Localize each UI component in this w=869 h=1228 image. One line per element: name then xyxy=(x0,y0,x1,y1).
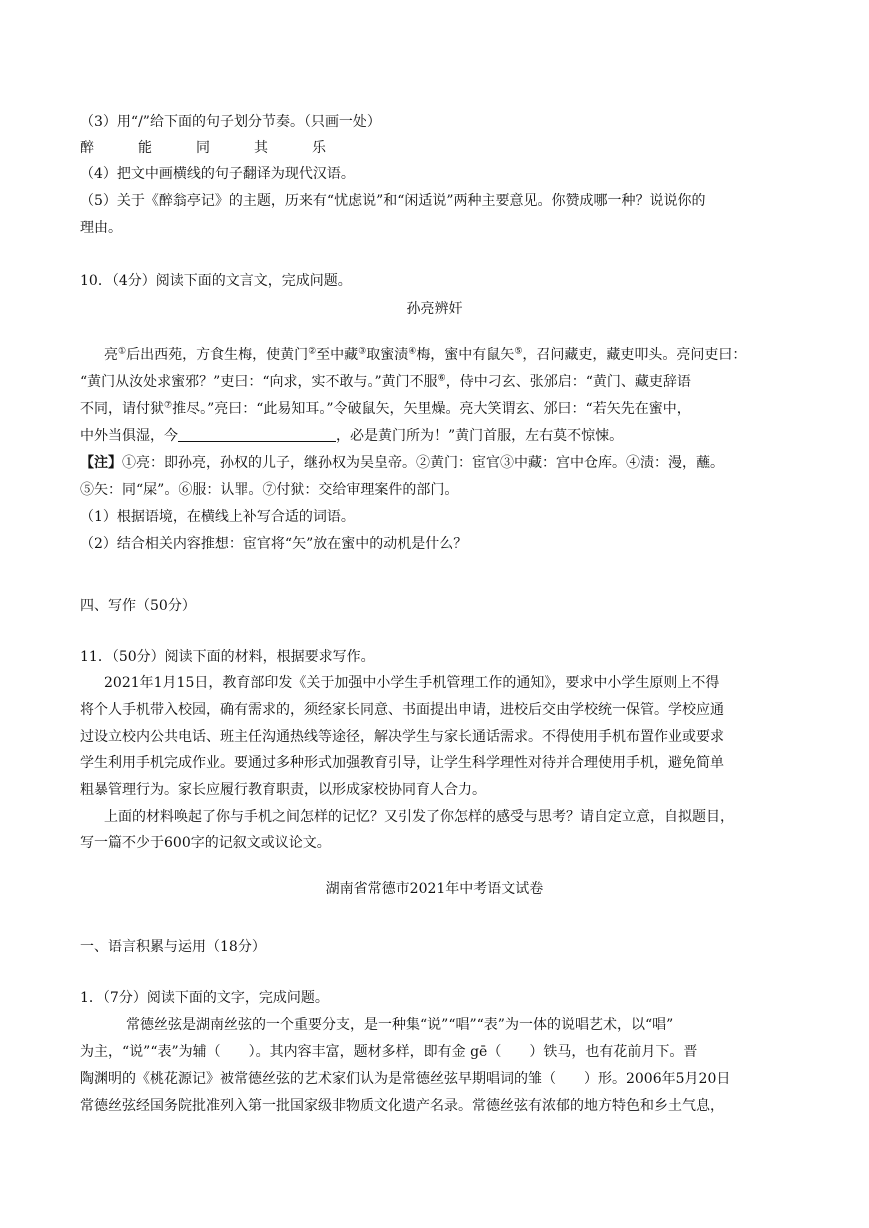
material-line-5: 粗暴管理行为。家长应履行教育职责，以形成家校协同育人合力。 xyxy=(80,782,486,798)
material-line-3: 过设立校内公共电话、班主任沟通热线等途径，解决学生与家长通话需求。不得使用手机布置作业或要求 xyxy=(80,729,724,745)
notes-line-1 xyxy=(80,452,790,474)
passage-text: 推尽。”亮曰：“此易知耳。”令破鼠矢，矢里燥。亮大笑谓玄、邠曰：“若矢先在蜜中， xyxy=(172,401,691,417)
footnote-marker: ⑦ xyxy=(164,400,173,411)
passage-text: ，召问藏吏，藏吏叩头。亮问吏曰： xyxy=(522,347,747,363)
notes-line-2: ⑤矢：同“屎”。⑥服：认罪。⑦付狱：交给审理案件的部门。 xyxy=(80,482,459,498)
passage-text: 不同，请付狱 xyxy=(80,401,164,417)
material-line-4: 学生利用手机完成作业。要通过多种形式加强教育引导，让学生科学理性对待并合理使用手机，避免简单 xyxy=(80,755,724,771)
requirement-line-2: 写一篇不少于600字的记叙文或议论文。 xyxy=(80,835,331,851)
q9-part4: （4）把文中画横线的句子翻译为现代汉语。 xyxy=(80,166,355,182)
passage-text: ，必是黄门所为！”黄门首服，左右莫不惊悚。 xyxy=(336,428,624,444)
q9-part5-line1: （5）关于《醉翁亭记》的主题，历来有“忧虑说”和“闲适说”两种主要意见。你赞成哪一种？说说你的 xyxy=(80,193,706,209)
footnote-marker: ① xyxy=(118,346,127,357)
q1-text-line-3: 陶渊明的《桃花源记》被常德丝弦的艺术家们认为是常德丝弦早期唱词的雏（ ）形。2006年5月20日 xyxy=(80,1071,731,1087)
passage-text: 后出西苑，方食生梅，使黄门 xyxy=(126,347,309,363)
rhythm-char: 乐 xyxy=(312,140,326,156)
rhythm-char: 同 xyxy=(196,140,210,156)
q1-text-line-4: 常德丝弦经国务院批准列入第一批国家级非物质文化遗产名录。常德丝弦有浓郁的地方特色和乡土气息， xyxy=(80,1098,724,1114)
footnote-marker: ② xyxy=(308,346,317,357)
footnote-marker: ⑥ xyxy=(437,373,446,384)
q1-header: 1．（7分）阅读下面的文字，完成问题。 xyxy=(80,990,329,1006)
rhythm-sentence xyxy=(80,137,790,159)
q1-text-line-2: 为主，“说”“表”为辅（ ）。其内容丰富，题材多样，即有金 gē（ ）铁马，也有花前月下。晋 xyxy=(80,1044,698,1060)
notes-text: ①亮：即孙亮，孙权的儿子，继孙权为吴皇帝。②黄门：宦官③中藏：宫中仓库。④渍：漫，蘸。 xyxy=(122,455,724,471)
passage-text: 亮 xyxy=(104,347,118,363)
rhythm-char: 醉 xyxy=(80,140,94,156)
material-line-2: 将个人手机带入校园，确有需求的，须经家长同意、书面提出申请，进校后交由学校统一保管。学校应通 xyxy=(80,702,724,718)
q1-text-line-1: 常德丝弦是湖南丝弦的一个重要分支，是一种集“说”“唱”“表”为一体的说唱艺术，以“唱” xyxy=(126,1017,674,1033)
passage-text: “黄门从汝处求蜜邪？”吏曰：“向求，实不敢与。”黄门不服 xyxy=(80,374,438,390)
fill-in-blank[interactable] xyxy=(178,427,336,442)
passage-line-4 xyxy=(80,425,790,447)
rhythm-char: 能 xyxy=(138,140,152,156)
footnote-marker: ③ xyxy=(358,346,367,357)
requirement-line-1: 上面的材料唤起了你与手机之间怎样的记忆？又引发了你怎样的感受与思考？请自定立意，自拟题目， xyxy=(104,809,734,825)
section-writing: 四、写作（50分） xyxy=(80,598,196,614)
footnote-marker: ④ xyxy=(408,346,417,357)
passage-text: 中外当俱湿，今 xyxy=(80,428,178,444)
material-line-1: 2021年1月15日，教育部印发《关于加强中小学生手机管理工作的通知》，要求中小学生原则上不得 xyxy=(104,675,720,691)
passage-text: 至中藏 xyxy=(316,347,359,363)
q10-part2: （2）结合相关内容推想：宦官将“矢”放在蜜中的动机是什么？ xyxy=(80,536,468,552)
passage-line-2 xyxy=(80,371,790,393)
passage-text: ，侍中刁玄、张邠启：“黄门、藏吏辞语 xyxy=(445,374,691,390)
passage-title: 孙亮辨奸 xyxy=(406,301,463,317)
passage-line-3 xyxy=(80,398,790,420)
notes-label: 【注】 xyxy=(80,455,122,471)
q11-header: 11．（50分）阅读下面的材料，根据要求写作。 xyxy=(80,649,375,665)
passage-text: 取蜜渍 xyxy=(366,347,409,363)
rhythm-char: 其 xyxy=(254,140,268,156)
q9-part3: （3）用“/”给下面的句子划分节奏。（只画一处） xyxy=(80,114,381,130)
q9-part5-line2: 理由。 xyxy=(80,220,122,236)
footnote-marker: ⑤ xyxy=(514,346,523,357)
exam-title: 湖南省常德市2021年中考语文试卷 xyxy=(325,881,544,897)
passage-line-1 xyxy=(104,344,790,366)
q10-header: 10．（4分）阅读下面的文言文，完成问题。 xyxy=(80,273,352,289)
q10-part1: （1）根据语境，在横线上补写合适的词语。 xyxy=(80,509,355,525)
passage-text: 梅，蜜中有鼠矢 xyxy=(416,347,515,363)
section-language: 一、语言积累与运用（18分） xyxy=(80,939,266,955)
